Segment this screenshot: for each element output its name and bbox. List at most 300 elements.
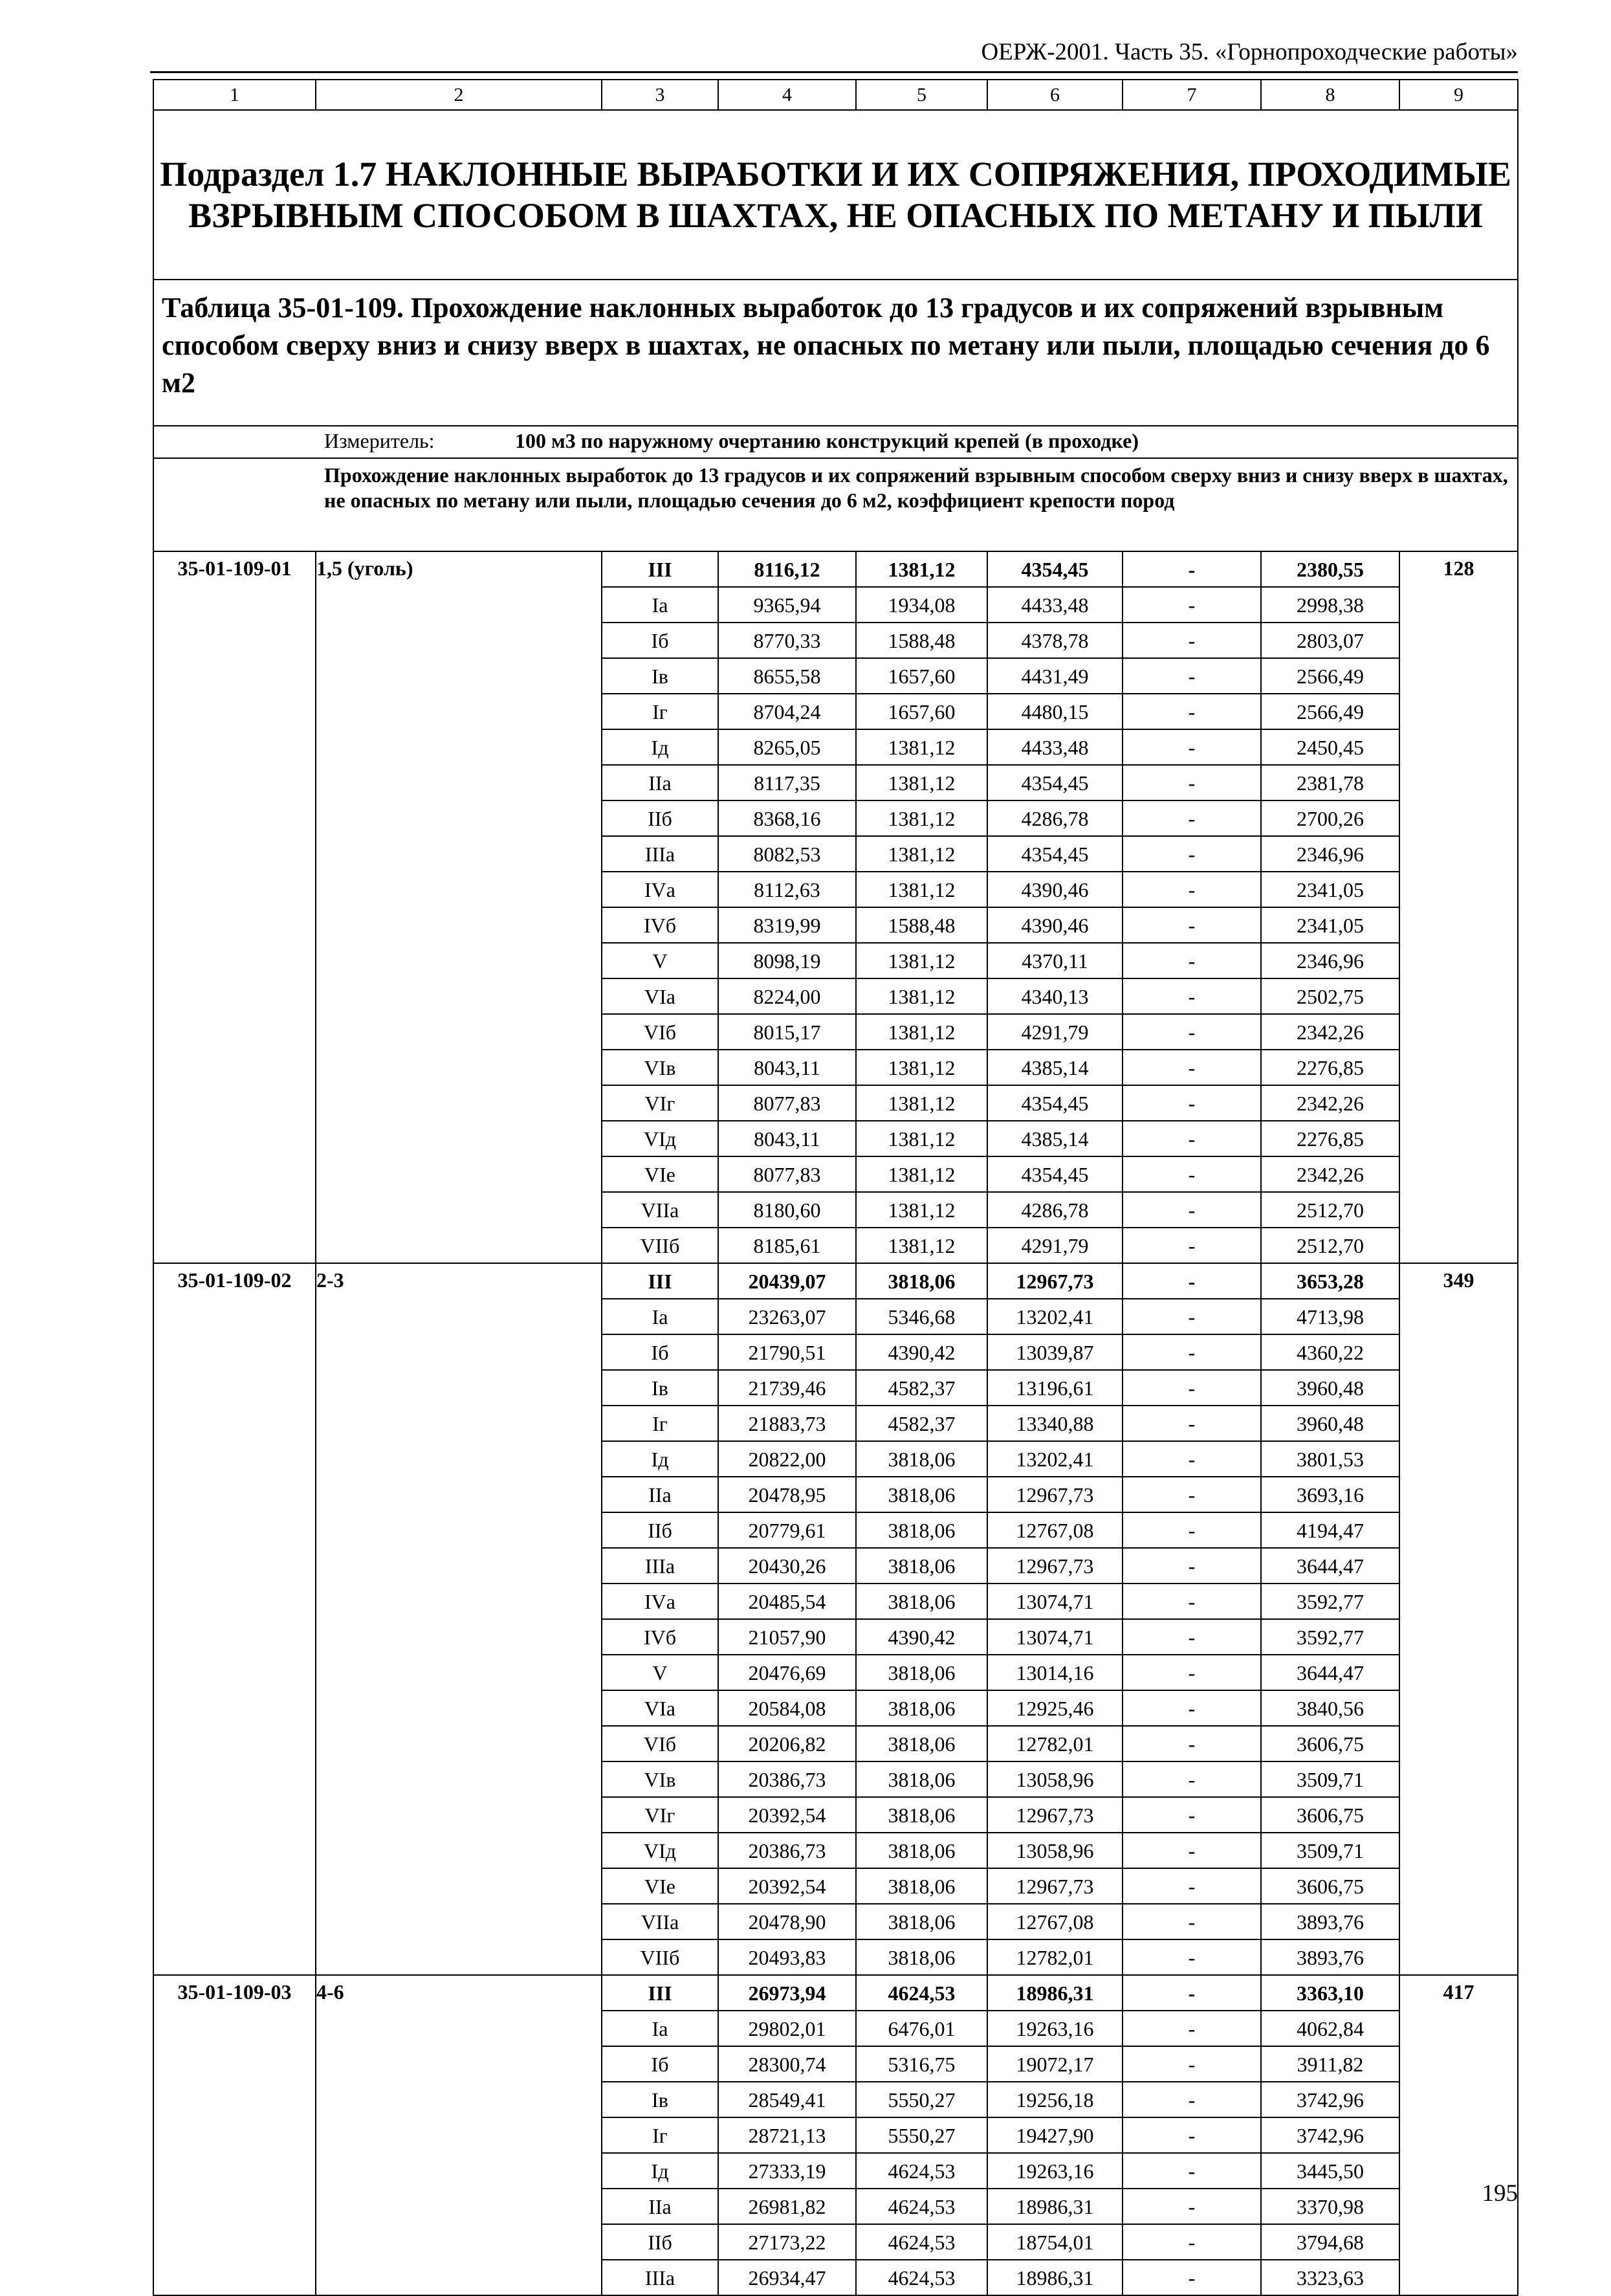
materials-cell: 3323,63 bbox=[1261, 2260, 1399, 2295]
category-cell: VIе bbox=[602, 1156, 718, 1192]
driver-wages-cell: - bbox=[1123, 1192, 1261, 1228]
category-cell: VIд bbox=[602, 1833, 718, 1868]
category-cell: Iг bbox=[602, 694, 718, 729]
materials-cell: 3509,71 bbox=[1261, 1833, 1399, 1868]
materials-cell: 2512,70 bbox=[1261, 1228, 1399, 1263]
category-cell: Iа bbox=[602, 2011, 718, 2046]
column-number: 9 bbox=[1399, 80, 1518, 110]
materials-cell: 3606,75 bbox=[1261, 1797, 1399, 1833]
category-cell: Iа bbox=[602, 587, 718, 623]
driver-wages-cell: - bbox=[1123, 1975, 1261, 2011]
machine-cost-cell: 19263,16 bbox=[987, 2011, 1123, 2046]
driver-wages-cell: - bbox=[1123, 623, 1261, 658]
machine-cost-cell: 4433,48 bbox=[987, 729, 1123, 765]
direct-cost-cell: 20478,90 bbox=[718, 1904, 856, 1939]
direct-cost-cell: 20779,61 bbox=[718, 1512, 856, 1548]
wages-cell: 4624,53 bbox=[856, 2189, 987, 2224]
materials-cell: 2341,05 bbox=[1261, 872, 1399, 907]
direct-cost-cell: 20392,54 bbox=[718, 1797, 856, 1833]
materials-cell: 4713,98 bbox=[1261, 1299, 1399, 1334]
direct-cost-cell: 21790,51 bbox=[718, 1334, 856, 1370]
category-cell: Iа bbox=[602, 1299, 718, 1334]
materials-cell: 2276,85 bbox=[1261, 1121, 1399, 1156]
driver-wages-cell: - bbox=[1123, 1263, 1261, 1299]
driver-wages-cell: - bbox=[1123, 1299, 1261, 1334]
driver-wages-cell: - bbox=[1123, 1085, 1261, 1121]
direct-cost-cell: 20430,26 bbox=[718, 1548, 856, 1584]
direct-cost-cell: 20206,82 bbox=[718, 1726, 856, 1761]
category-cell: Iд bbox=[602, 2153, 718, 2189]
machine-cost-cell: 4286,78 bbox=[987, 1192, 1123, 1228]
driver-wages-cell: - bbox=[1123, 1548, 1261, 1584]
materials-cell: 2566,49 bbox=[1261, 658, 1399, 694]
running-header: ОЕРЖ-2001. Часть 35. «Горнопроходческие работы» bbox=[981, 39, 1518, 65]
direct-cost-cell: 21739,46 bbox=[718, 1370, 856, 1406]
materials-cell: 3893,76 bbox=[1261, 1939, 1399, 1975]
driver-wages-cell: - bbox=[1123, 1014, 1261, 1050]
wages-cell: 4390,42 bbox=[856, 1334, 987, 1370]
machine-cost-cell: 13039,87 bbox=[987, 1334, 1123, 1370]
materials-cell: 3445,50 bbox=[1261, 2153, 1399, 2189]
materials-cell: 3960,48 bbox=[1261, 1370, 1399, 1406]
driver-wages-cell: - bbox=[1123, 2046, 1261, 2082]
direct-cost-cell: 20584,08 bbox=[718, 1690, 856, 1726]
direct-cost-cell: 8704,24 bbox=[718, 694, 856, 729]
category-cell: VIе bbox=[602, 1868, 718, 1904]
materials-cell: 2346,96 bbox=[1261, 836, 1399, 872]
driver-wages-cell: - bbox=[1123, 551, 1261, 587]
materials-cell: 3653,28 bbox=[1261, 1263, 1399, 1299]
category-cell: VIв bbox=[602, 1050, 718, 1085]
wages-cell: 1381,12 bbox=[856, 1085, 987, 1121]
direct-cost-cell: 21057,90 bbox=[718, 1619, 856, 1655]
wages-cell: 1381,12 bbox=[856, 1156, 987, 1192]
driver-wages-cell: - bbox=[1123, 2011, 1261, 2046]
category-cell: III bbox=[602, 1263, 718, 1299]
wages-cell: 4582,37 bbox=[856, 1406, 987, 1441]
wages-cell: 4582,37 bbox=[856, 1370, 987, 1406]
machine-cost-cell: 19072,17 bbox=[987, 2046, 1123, 2082]
category-cell: IIIа bbox=[602, 2260, 718, 2295]
machine-cost-cell: 4354,45 bbox=[987, 1156, 1123, 1192]
machine-cost-cell: 19427,90 bbox=[987, 2117, 1123, 2153]
wages-cell: 3818,06 bbox=[856, 1833, 987, 1868]
driver-wages-cell: - bbox=[1123, 1156, 1261, 1192]
materials-cell: 2276,85 bbox=[1261, 1050, 1399, 1085]
driver-wages-cell: - bbox=[1123, 1690, 1261, 1726]
driver-wages-cell: - bbox=[1123, 907, 1261, 943]
wages-cell: 3818,06 bbox=[856, 1441, 987, 1477]
wages-cell: 1381,12 bbox=[856, 1192, 987, 1228]
direct-cost-cell: 8368,16 bbox=[718, 800, 856, 836]
machine-cost-cell: 4286,78 bbox=[987, 800, 1123, 836]
wages-cell: 3818,06 bbox=[856, 1655, 987, 1690]
driver-wages-cell: - bbox=[1123, 1406, 1261, 1441]
machine-cost-cell: 4370,11 bbox=[987, 943, 1123, 978]
driver-wages-cell: - bbox=[1123, 2117, 1261, 2153]
materials-cell: 3893,76 bbox=[1261, 1904, 1399, 1939]
materials-cell: 2346,96 bbox=[1261, 943, 1399, 978]
wages-cell: 5550,27 bbox=[856, 2117, 987, 2153]
machine-cost-cell: 12925,46 bbox=[987, 1690, 1123, 1726]
direct-cost-cell: 20439,07 bbox=[718, 1263, 856, 1299]
machine-cost-cell: 4385,14 bbox=[987, 1121, 1123, 1156]
category-cell: IIб bbox=[602, 800, 718, 836]
machine-cost-cell: 12967,73 bbox=[987, 1797, 1123, 1833]
direct-cost-cell: 8770,33 bbox=[718, 623, 856, 658]
wages-cell: 3818,06 bbox=[856, 1548, 987, 1584]
machine-cost-cell: 4354,45 bbox=[987, 765, 1123, 800]
category-cell: IIа bbox=[602, 2189, 718, 2224]
driver-wages-cell: - bbox=[1123, 2082, 1261, 2117]
meter-value: 100 м3 по наружному очертанию конструкций крепей (в проходке) bbox=[515, 429, 1139, 452]
category-cell: VIIа bbox=[602, 1192, 718, 1228]
wages-cell: 3818,06 bbox=[856, 1690, 987, 1726]
work-description: Прохождение наклонных выработок до 13 градусов и их сопряжений взрывным способом сверху вниз и снизу вверх в шахтах, не опасных по метану или пыли, площадью сечения до 6 м2, коэффициент крепости пород bbox=[153, 458, 1518, 551]
wages-cell: 3818,06 bbox=[856, 1512, 987, 1548]
rate-code-cell: 35-01-109-01 bbox=[153, 551, 316, 1263]
wages-cell: 1381,12 bbox=[856, 551, 987, 587]
materials-cell: 3363,10 bbox=[1261, 1975, 1399, 2011]
wages-cell: 3818,06 bbox=[856, 1904, 987, 1939]
machine-cost-cell: 13340,88 bbox=[987, 1406, 1123, 1441]
materials-cell: 3509,71 bbox=[1261, 1761, 1399, 1797]
direct-cost-cell: 26973,94 bbox=[718, 1975, 856, 2011]
direct-cost-cell: 8265,05 bbox=[718, 729, 856, 765]
direct-cost-cell: 20392,54 bbox=[718, 1868, 856, 1904]
driver-wages-cell: - bbox=[1123, 872, 1261, 907]
direct-cost-cell: 8224,00 bbox=[718, 978, 856, 1014]
materials-cell: 3911,82 bbox=[1261, 2046, 1399, 2082]
machine-cost-cell: 19263,16 bbox=[987, 2153, 1123, 2189]
driver-wages-cell: - bbox=[1123, 1761, 1261, 1797]
driver-wages-cell: - bbox=[1123, 943, 1261, 978]
machine-cost-cell: 12967,73 bbox=[987, 1263, 1123, 1299]
category-cell: Iб bbox=[602, 1334, 718, 1370]
wages-cell: 3818,06 bbox=[856, 1584, 987, 1619]
category-cell: VIа bbox=[602, 1690, 718, 1726]
category-cell: Iб bbox=[602, 623, 718, 658]
column-number: 4 bbox=[718, 80, 856, 110]
meter-label: Измеритель: bbox=[324, 429, 435, 452]
materials-cell: 2342,26 bbox=[1261, 1156, 1399, 1192]
materials-cell: 2342,26 bbox=[1261, 1085, 1399, 1121]
driver-wages-cell: - bbox=[1123, 658, 1261, 694]
wages-cell: 4624,53 bbox=[856, 1975, 987, 2011]
wages-cell: 6476,01 bbox=[856, 2011, 987, 2046]
wages-cell: 3818,06 bbox=[856, 1726, 987, 1761]
driver-wages-cell: - bbox=[1123, 1904, 1261, 1939]
driver-wages-cell: - bbox=[1123, 1228, 1261, 1263]
machine-cost-cell: 4390,46 bbox=[987, 907, 1123, 943]
driver-wages-cell: - bbox=[1123, 1441, 1261, 1477]
category-cell: Iв bbox=[602, 1370, 718, 1406]
wages-cell: 1381,12 bbox=[856, 943, 987, 978]
machine-cost-cell: 12967,73 bbox=[987, 1477, 1123, 1512]
materials-cell: 3742,96 bbox=[1261, 2082, 1399, 2117]
machine-cost-cell: 13058,96 bbox=[987, 1833, 1123, 1868]
machine-cost-cell: 19256,18 bbox=[987, 2082, 1123, 2117]
direct-cost-cell: 27333,19 bbox=[718, 2153, 856, 2189]
direct-cost-cell: 28300,74 bbox=[718, 2046, 856, 2082]
materials-cell: 2566,49 bbox=[1261, 694, 1399, 729]
category-cell: Iв bbox=[602, 2082, 718, 2117]
materials-cell: 3742,96 bbox=[1261, 2117, 1399, 2153]
driver-wages-cell: - bbox=[1123, 2189, 1261, 2224]
category-cell: VIг bbox=[602, 1085, 718, 1121]
hardness-cell: 4-6 bbox=[316, 1975, 602, 2295]
table-row bbox=[153, 551, 1518, 587]
category-cell: VIг bbox=[602, 1797, 718, 1833]
category-cell: VIб bbox=[602, 1726, 718, 1761]
category-cell: VIIб bbox=[602, 1939, 718, 1975]
materials-cell: 3840,56 bbox=[1261, 1690, 1399, 1726]
materials-cell: 3960,48 bbox=[1261, 1406, 1399, 1441]
category-cell: III bbox=[602, 1975, 718, 2011]
wages-cell: 1934,08 bbox=[856, 587, 987, 623]
category-cell: VIд bbox=[602, 1121, 718, 1156]
machine-cost-cell: 4385,14 bbox=[987, 1050, 1123, 1085]
category-cell: VIб bbox=[602, 1014, 718, 1050]
table-title-row bbox=[153, 280, 1518, 426]
category-cell: VIIб bbox=[602, 1228, 718, 1263]
hardness-cell: 2-3 bbox=[316, 1263, 602, 1975]
materials-cell: 2380,55 bbox=[1261, 551, 1399, 587]
driver-wages-cell: - bbox=[1123, 729, 1261, 765]
materials-cell: 3801,53 bbox=[1261, 1441, 1399, 1477]
machine-cost-cell: 4378,78 bbox=[987, 623, 1123, 658]
machine-cost-cell: 4291,79 bbox=[987, 1228, 1123, 1263]
materials-cell: 3644,47 bbox=[1261, 1655, 1399, 1690]
materials-cell: 4194,47 bbox=[1261, 1512, 1399, 1548]
direct-cost-cell: 8082,53 bbox=[718, 836, 856, 872]
category-cell: III bbox=[602, 551, 718, 587]
wages-cell: 4624,53 bbox=[856, 2224, 987, 2260]
wages-cell: 1588,48 bbox=[856, 623, 987, 658]
driver-wages-cell: - bbox=[1123, 1797, 1261, 1833]
section-title: Подраздел 1.7 НАКЛОННЫЕ ВЫРАБОТКИ И ИХ СОПРЯЖЕНИЯ, ПРОХОДИМЫЕ ВЗРЫВНЫМ СПОСОБОМ В ШАХТАХ, НЕ ОПАСНЫХ ПО МЕТАНУ И ПЫЛИ bbox=[153, 110, 1518, 280]
labor-cell: 417 bbox=[1399, 1975, 1518, 2295]
machine-cost-cell: 4291,79 bbox=[987, 1014, 1123, 1050]
machine-cost-cell: 12782,01 bbox=[987, 1726, 1123, 1761]
machine-cost-cell: 18986,31 bbox=[987, 2260, 1123, 2295]
category-cell: Iд bbox=[602, 1441, 718, 1477]
direct-cost-cell: 27173,22 bbox=[718, 2224, 856, 2260]
driver-wages-cell: - bbox=[1123, 1334, 1261, 1370]
direct-cost-cell: 20386,73 bbox=[718, 1761, 856, 1797]
direct-cost-cell: 20485,54 bbox=[718, 1584, 856, 1619]
direct-cost-cell: 8015,17 bbox=[718, 1014, 856, 1050]
direct-cost-cell: 8098,19 bbox=[718, 943, 856, 978]
direct-cost-cell: 8043,11 bbox=[718, 1050, 856, 1085]
machine-cost-cell: 12767,08 bbox=[987, 1904, 1123, 1939]
machine-cost-cell: 12767,08 bbox=[987, 1512, 1123, 1548]
materials-cell: 4360,22 bbox=[1261, 1334, 1399, 1370]
category-cell: IIа bbox=[602, 1477, 718, 1512]
driver-wages-cell: - bbox=[1123, 1512, 1261, 1548]
wages-cell: 1381,12 bbox=[856, 765, 987, 800]
category-cell: Iг bbox=[602, 2117, 718, 2153]
driver-wages-cell: - bbox=[1123, 2260, 1261, 2295]
category-cell: IIа bbox=[602, 765, 718, 800]
category-cell: VIIа bbox=[602, 1904, 718, 1939]
column-number: 8 bbox=[1261, 80, 1399, 110]
driver-wages-cell: - bbox=[1123, 694, 1261, 729]
direct-cost-cell: 20822,00 bbox=[718, 1441, 856, 1477]
driver-wages-cell: - bbox=[1123, 1370, 1261, 1406]
labor-cell: 349 bbox=[1399, 1263, 1518, 1975]
machine-cost-cell: 12967,73 bbox=[987, 1868, 1123, 1904]
wages-cell: 3818,06 bbox=[856, 1477, 987, 1512]
wages-cell: 4624,53 bbox=[856, 2260, 987, 2295]
materials-cell: 3606,75 bbox=[1261, 1726, 1399, 1761]
meter-cell bbox=[153, 426, 1518, 458]
category-cell: IVа bbox=[602, 872, 718, 907]
direct-cost-cell: 20478,95 bbox=[718, 1477, 856, 1512]
wages-cell: 1657,60 bbox=[856, 658, 987, 694]
direct-cost-cell: 8180,60 bbox=[718, 1192, 856, 1228]
category-cell: IIIа bbox=[602, 836, 718, 872]
wages-cell: 1381,12 bbox=[856, 1121, 987, 1156]
wages-cell: 1381,12 bbox=[856, 1050, 987, 1085]
wages-cell: 4624,53 bbox=[856, 2153, 987, 2189]
table-row bbox=[153, 1263, 1518, 1299]
column-number: 1 bbox=[153, 80, 316, 110]
materials-cell: 2998,38 bbox=[1261, 587, 1399, 623]
direct-cost-cell: 20476,69 bbox=[718, 1655, 856, 1690]
direct-cost-cell: 8655,58 bbox=[718, 658, 856, 694]
driver-wages-cell: - bbox=[1123, 1477, 1261, 1512]
rate-code-cell: 35-01-109-03 bbox=[153, 1975, 316, 2295]
category-cell: IVб bbox=[602, 1619, 718, 1655]
machine-cost-cell: 4354,45 bbox=[987, 551, 1123, 587]
wages-cell: 3818,06 bbox=[856, 1263, 987, 1299]
wages-cell: 1381,12 bbox=[856, 978, 987, 1014]
category-cell: VIв bbox=[602, 1761, 718, 1797]
wages-cell: 1381,12 bbox=[856, 872, 987, 907]
category-cell: IIб bbox=[602, 1512, 718, 1548]
hardness-cell: 1,5 (уголь) bbox=[316, 551, 602, 1263]
machine-cost-cell: 12967,73 bbox=[987, 1548, 1123, 1584]
column-number: 7 bbox=[1123, 80, 1261, 110]
direct-cost-cell: 8043,11 bbox=[718, 1121, 856, 1156]
direct-cost-cell: 29802,01 bbox=[718, 2011, 856, 2046]
wages-cell: 1657,60 bbox=[856, 694, 987, 729]
machine-cost-cell: 13058,96 bbox=[987, 1761, 1123, 1797]
materials-cell: 2803,07 bbox=[1261, 623, 1399, 658]
machine-cost-cell: 4433,48 bbox=[987, 587, 1123, 623]
machine-cost-cell: 4354,45 bbox=[987, 1085, 1123, 1121]
category-cell: IVа bbox=[602, 1584, 718, 1619]
machine-cost-cell: 4431,49 bbox=[987, 658, 1123, 694]
wages-cell: 5550,27 bbox=[856, 2082, 987, 2117]
column-number-row bbox=[153, 80, 1518, 110]
driver-wages-cell: - bbox=[1123, 765, 1261, 800]
driver-wages-cell: - bbox=[1123, 587, 1261, 623]
category-cell: V bbox=[602, 943, 718, 978]
driver-wages-cell: - bbox=[1123, 2224, 1261, 2260]
category-cell: V bbox=[602, 1655, 718, 1690]
materials-cell: 2342,26 bbox=[1261, 1014, 1399, 1050]
category-cell: Iг bbox=[602, 1406, 718, 1441]
category-cell: VIа bbox=[602, 978, 718, 1014]
wages-cell: 5346,68 bbox=[856, 1299, 987, 1334]
wages-cell: 1381,12 bbox=[856, 729, 987, 765]
column-number: 6 bbox=[987, 80, 1123, 110]
table-body bbox=[153, 80, 1518, 2295]
machine-cost-cell: 18754,01 bbox=[987, 2224, 1123, 2260]
machine-cost-cell: 13202,41 bbox=[987, 1441, 1123, 1477]
category-cell: IIIа bbox=[602, 1548, 718, 1584]
machine-cost-cell: 4340,13 bbox=[987, 978, 1123, 1014]
driver-wages-cell: - bbox=[1123, 978, 1261, 1014]
machine-cost-cell: 13014,16 bbox=[987, 1655, 1123, 1690]
direct-cost-cell: 20493,83 bbox=[718, 1939, 856, 1975]
direct-cost-cell: 8116,12 bbox=[718, 551, 856, 587]
materials-cell: 2341,05 bbox=[1261, 907, 1399, 943]
wages-cell: 1381,12 bbox=[856, 1014, 987, 1050]
machine-cost-cell: 12782,01 bbox=[987, 1939, 1123, 1975]
materials-cell: 3794,68 bbox=[1261, 2224, 1399, 2260]
category-cell: IIб bbox=[602, 2224, 718, 2260]
materials-cell: 4062,84 bbox=[1261, 2011, 1399, 2046]
machine-cost-cell: 4354,45 bbox=[987, 836, 1123, 872]
machine-cost-cell: 13074,71 bbox=[987, 1584, 1123, 1619]
direct-cost-cell: 8117,35 bbox=[718, 765, 856, 800]
wages-cell: 3818,06 bbox=[856, 1939, 987, 1975]
direct-cost-cell: 8077,83 bbox=[718, 1156, 856, 1192]
column-number: 5 bbox=[856, 80, 987, 110]
direct-cost-cell: 8077,83 bbox=[718, 1085, 856, 1121]
materials-cell: 2450,45 bbox=[1261, 729, 1399, 765]
machine-cost-cell: 18986,31 bbox=[987, 1975, 1123, 2011]
page-number: 195 bbox=[1482, 2180, 1518, 2207]
materials-cell: 3606,75 bbox=[1261, 1868, 1399, 1904]
column-number: 2 bbox=[316, 80, 602, 110]
wages-cell: 4390,42 bbox=[856, 1619, 987, 1655]
machine-cost-cell: 13202,41 bbox=[987, 1299, 1123, 1334]
direct-cost-cell: 28549,41 bbox=[718, 2082, 856, 2117]
materials-cell: 2512,70 bbox=[1261, 1192, 1399, 1228]
driver-wages-cell: - bbox=[1123, 1050, 1261, 1085]
materials-cell: 3592,77 bbox=[1261, 1619, 1399, 1655]
direct-cost-cell: 23263,07 bbox=[718, 1299, 856, 1334]
driver-wages-cell: - bbox=[1123, 2153, 1261, 2189]
table-title: Таблица 35-01-109. Прохождение наклонных выработок до 13 градусов и их сопряжений взрывным способом сверху вниз и снизу вверх в шахтах, не опасных по метану или пыли, площадью сечения до 6 м2 bbox=[153, 280, 1518, 426]
machine-cost-cell: 4390,46 bbox=[987, 872, 1123, 907]
wages-cell: 1381,12 bbox=[856, 836, 987, 872]
machine-cost-cell: 4480,15 bbox=[987, 694, 1123, 729]
driver-wages-cell: - bbox=[1123, 1655, 1261, 1690]
table-row bbox=[153, 1975, 1518, 2011]
driver-wages-cell: - bbox=[1123, 1833, 1261, 1868]
machine-cost-cell: 18986,31 bbox=[987, 2189, 1123, 2224]
driver-wages-cell: - bbox=[1123, 1726, 1261, 1761]
wages-cell: 1381,12 bbox=[856, 800, 987, 836]
direct-cost-cell: 8319,99 bbox=[718, 907, 856, 943]
driver-wages-cell: - bbox=[1123, 1939, 1261, 1975]
category-cell: Iд bbox=[602, 729, 718, 765]
direct-cost-cell: 9365,94 bbox=[718, 587, 856, 623]
direct-cost-cell: 8185,61 bbox=[718, 1228, 856, 1263]
header-rule bbox=[150, 71, 1518, 73]
direct-cost-cell: 26934,47 bbox=[718, 2260, 856, 2295]
direct-cost-cell: 21883,73 bbox=[718, 1406, 856, 1441]
driver-wages-cell: - bbox=[1123, 1121, 1261, 1156]
meter-row bbox=[153, 426, 1518, 458]
direct-cost-cell: 26981,82 bbox=[718, 2189, 856, 2224]
wages-cell: 3818,06 bbox=[856, 1797, 987, 1833]
